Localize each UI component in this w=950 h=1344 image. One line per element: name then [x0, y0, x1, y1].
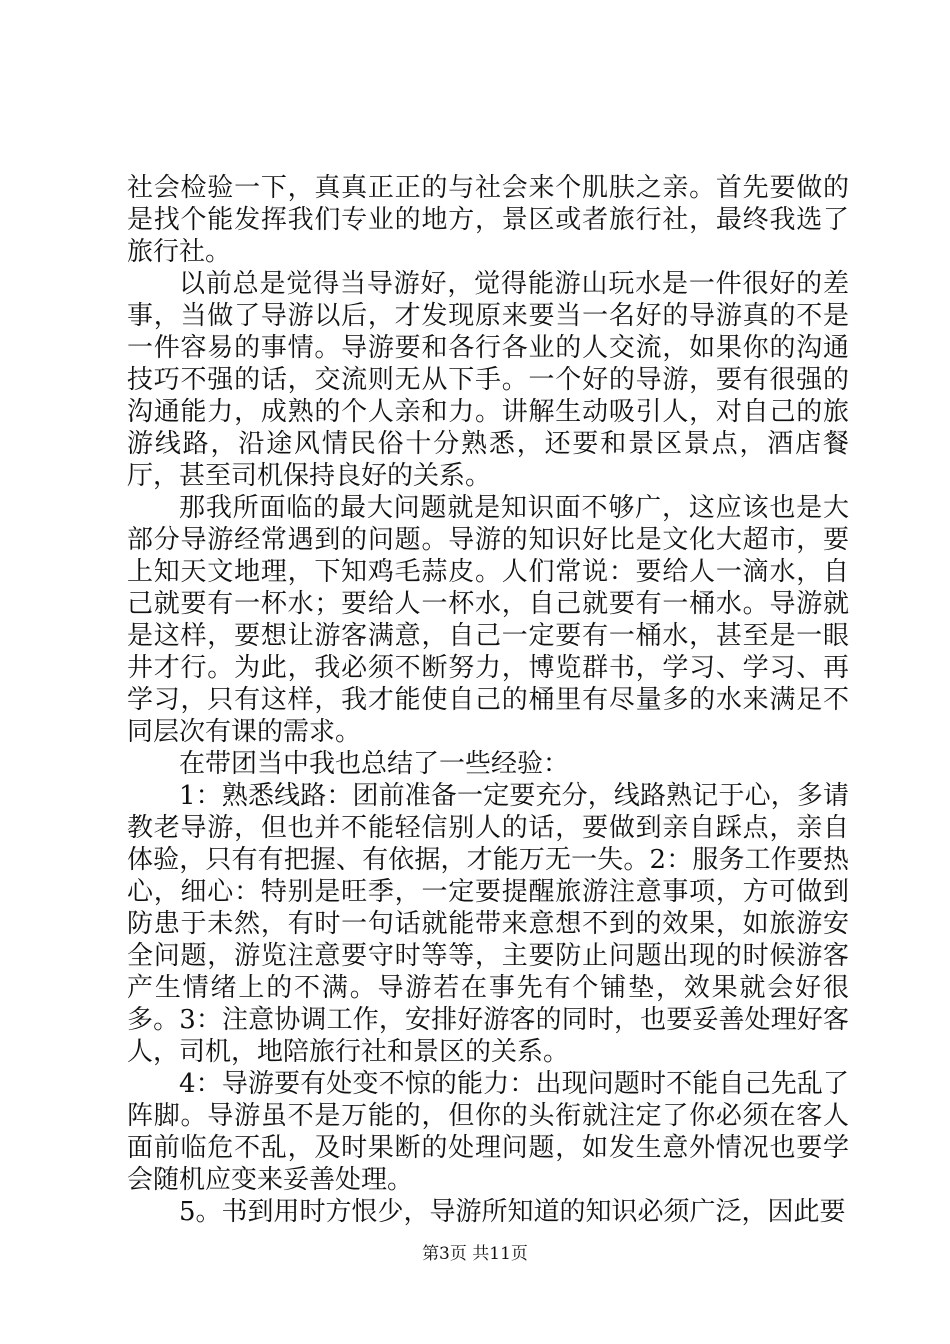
paragraph-4: 在带团当中我也总结了一些经验：	[179, 749, 570, 779]
page-number-footer: 第3页 共11页	[422, 1244, 528, 1264]
paragraph-2: 以前总是觉得当导游好，觉得能游山玩水是一件很好的差事，当做了导游以后，才发现原来要当一名好的导游真的不是一件容易的事情。导游要和各行各业的人交流，如果你的沟通技巧不强的话，交流则无从下手。一个好的导游，要有很强的沟通能力，成熟的个人亲和力。讲解生动吸引人，对自己的旅游线路，沿途风情民俗十分熟悉，还要和景区景点，酒店餐厅，甚至司机保持良好的关系。	[127, 269, 849, 491]
paragraph-3: 那我所面临的最大问题就是知识面不够广，这应该也是大部分导游经常遇到的问题。导游的知识好比是文化大超市，要上知天文地理，下知鸡毛蒜皮。人们常说：要给人一滴水，自己就要有一杯水；要给人一杯水，自己就要有一桶水。导游就是这样，要想让游客满意，自己一定要有一桶水，甚至是一眼井才行。为此，我必须不断努力，博览群书，学习、学习、再学习，只有这样，我才能使自己的桶里有尽量多的水来满足不同层次有课的需求。	[127, 493, 849, 747]
paragraph-6: 4：导游要有处变不惊的能力：出现问题时不能自己先乱了阵脚。导游虽不是万能的，但你的头衔就注定了你必须在客人面前临危不乱，及时果断的处理问题，如发生意外情况也要学会随机应变来妥善处理。	[127, 1069, 849, 1195]
body-text	[127, 172, 849, 1228]
paragraph-5: 1：熟悉线路：团前准备一定要充分，线路熟记于心，多请教老导游，但也并不能轻信别人的话，要做到亲自踩点，亲自体验，只有有把握、有依据，才能万无一失。2：服务工作要热心，细心：特别是旺季，一定要提醒旅游注意事项，方可做到防患于未然，有时一句话就能带来意想不到的效果，如旅游安全问题，游览注意要守时等等，主要防止问题出现的时候游客产生情绪上的不满。导游若在事先有个铺垫，效果就会好很多。3：注意协调工作，安排好游客的同时，也要妥善处理好客人，司机，地陪旅行社和景区的关系。	[127, 781, 849, 1067]
paragraph-7: 5。书到用时方恨少，导游所知道的知识必须广泛，因此要	[179, 1197, 846, 1227]
paragraph-1: 社会检验一下，真真正正的与社会来个肌肤之亲。首先要做的是找个能发挥我们专业的地方，景区或者旅行社，最终我选了旅行社。	[127, 173, 849, 267]
